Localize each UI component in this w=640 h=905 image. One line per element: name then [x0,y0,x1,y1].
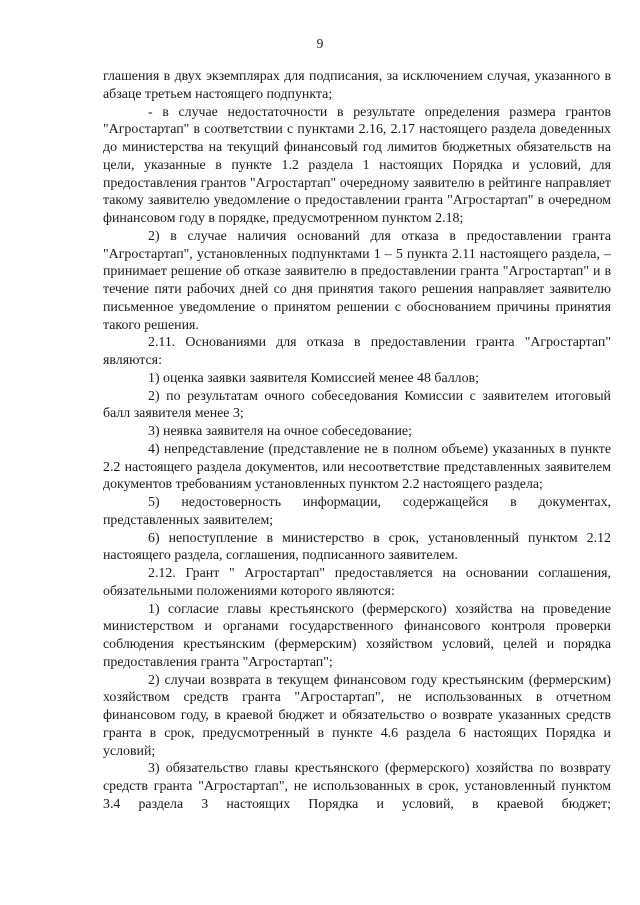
list-item-2-11-2: 2) по результатам очного собеседования Комиссии с заявителем итоговый балл заявителя менее 3; [103,388,611,422]
paragraph-insufficient-limits: - в случае недостаточности в результате определения размера грантов "Агростартап" в соответствии с пунктами 2.16, 2.17 настоящего раздела доведенных до министерства на текущий финансовый год лимитов бюджетных обязательств на цели, указанные в пункте 1.2 раздела 1 настоящих Порядка и условий, для предоставления грантов "Агростартап" очередному заявителю в рейтинге направляет такому заявителю уведомление о предоставлении гранта "Агростартап" в очередном финансовом году в порядке, предусмотренном пунктом 2.18; [103,104,611,226]
list-item-2-11-6: 6) непоступление в министерство в срок, установленный пунктом 2.12 настоящего раздела, соглашения, подписанного заявителем. [103,530,611,564]
list-item-2-12-3: 3) обязательство главы крестьянского (фермерского) хозяйства по возврату средств гранта "Агростартап", не использованных в срок, установленный пунктом 3.4 раздела 3 настоящих Порядка и условий, в краевой бюджет; [103,761,611,812]
list-item-2-11-4: 4) непредставление (представление не в полном объеме) указанных в пункте 2.2 настоящего раздела документов, или несоответствие представленных заявителем документов требованиям установленных пунктом 2.2 настоящего раздела; [103,441,611,493]
list-item-2-11-3: 3) неявка заявителя на очное собеседование; [148,424,412,439]
paragraph-continuation: глашения в двух экземплярах для подписания, за исключением случая, указанного в абзаце третьем настоящего подпункта; [103,69,611,102]
paragraph-2-11-heading: 2.11. Основаниями для отказа в предоставлении гранта "Агростартап" являются: [103,335,611,368]
list-item-2-11-1: 1) оценка заявки заявителя Комиссией менее 48 баллов; [148,370,479,386]
list-item-2-11-5: 5) недостоверность информации, содержащейся в документах, представленных заявителем; [103,495,611,528]
paragraph-refusal-decision: 2) в случае наличия оснований для отказа в предоставлении гранта "Агростартап", установленных подпунктами 1 – 5 пункта 2.11 настоящего раздела, – принимает решение об отказе заявителю в предоставлении гранта "Агростартап" и в течение пяти рабочих дней со дня принятия такого решения направляет заявителю письменное уведомление о принятом решении с обоснованием причины принятия такого решения. [103,228,611,333]
page-number: 9 [316,36,324,51]
list-item-2-12-1: 1) согласие главы крестьянского (фермерского) хозяйства на проведение министерством и органами государственного финансового контроля проверки соблюдения крестьянским (фермерским) хозяйством условий, целей и порядка предоставления гранта "Агростартап"; [103,601,611,670]
document-body [103,68,611,814]
list-item-2-12-2: 2) случаи возврата в текущем финансовом году крестьянским (фермерским) хозяйством средств гранта "Агростартап", не использованных в отчетном финансовом году, в краевой бюджет и обязательство о возврате указанных средств гранта в срок, предусмотренный в пункте 4.6 раздела 6 настоящих Порядка и условий; [103,672,611,759]
paragraph-2-12-heading: 2.12. Грант " Агростартап" предоставляется на основании соглашения, обязательными положениями которого являются: [103,566,611,599]
